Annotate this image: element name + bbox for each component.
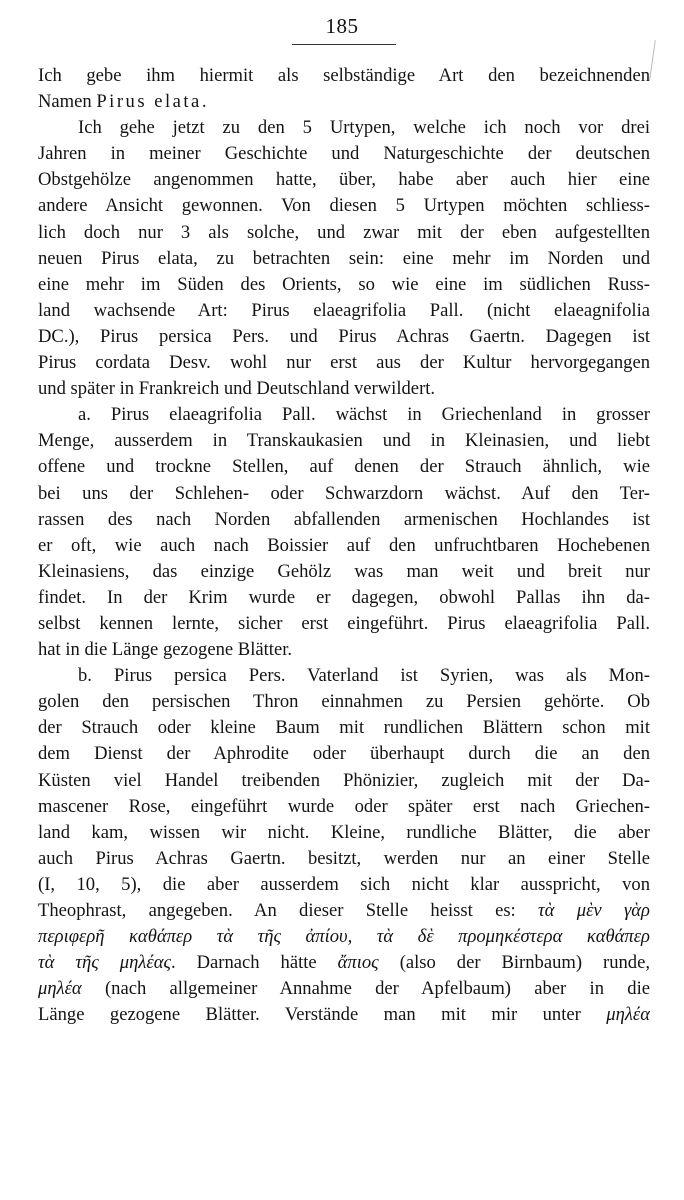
text-run: DC.), Pirus persica Pers. und Pirus Achras Gaertn. Dagegen ist — [38, 325, 650, 347]
page-number: 185 — [325, 14, 359, 38]
text-line — [38, 63, 650, 89]
text-run: Obstgehölze angenommen hatte, über, habe aber auch hier eine — [38, 169, 650, 191]
text-run: bei uns der Schlehen- oder Schwarzdorn wächst. Auf den Ter- — [38, 482, 650, 504]
text-line — [38, 715, 650, 741]
text-run: . — [201, 91, 207, 113]
text-run: a. Pirus elaeagrifolia Pall. wächst in Griechenland in grosser — [78, 404, 650, 426]
text-line — [38, 533, 650, 559]
greek-quote: τὰ μὲν γὰρ — [538, 900, 650, 921]
text-line — [38, 924, 650, 950]
text-run: neuen Pirus elata, zu betrachten sein: eine mehr im Norden und — [38, 247, 650, 269]
text-line — [38, 663, 650, 689]
text-line — [38, 794, 650, 820]
page-number-rule — [292, 44, 396, 45]
greek-quote: τὰ τῆς μηλέας — [38, 952, 171, 974]
text-line — [38, 167, 650, 193]
text-line — [38, 324, 650, 350]
text-run: (also der Birnbaum) runde, — [378, 952, 650, 974]
text-run: Länge gezogene Blätter. Verstände man mit mir unter — [38, 1004, 607, 1026]
text-run: dem Dienst der Aphrodite oder überhaupt durch die an den — [38, 743, 650, 765]
text-line — [38, 950, 650, 976]
text-line — [38, 637, 650, 663]
text-run: Kleinasiens, das einzige Gehölz was man weit und breit nur — [38, 560, 650, 582]
text-line — [38, 246, 650, 272]
text-run: und später in Frankreich und Deutschland verwildert. — [38, 378, 436, 400]
text-run: eine mehr im Süden des Orients, so wie eine im südlichen Russ- — [38, 273, 650, 295]
text-run: er oft, wie auch nach Boissier auf den unfruchtbaren Hochebenen — [38, 534, 650, 556]
text-line — [38, 741, 650, 767]
text-line — [38, 820, 650, 846]
text-run: mascener Rose, eingeführt wurde oder später erst nach Griechen- — [38, 795, 650, 817]
text-line — [38, 376, 650, 402]
text-run: Namen — [38, 91, 97, 113]
text-line — [38, 89, 650, 115]
text-line — [38, 585, 650, 611]
page-edge-mark — [649, 40, 656, 80]
text-run: rassen des nach Norden abfallenden armenischen Hochlandes ist — [38, 508, 650, 530]
text-line — [38, 298, 650, 324]
spaced-name: Pirus elata — [96, 91, 202, 113]
text-run: (I, 10, 5), die aber ausserdem sich nicht klar ausspricht, von — [38, 873, 650, 895]
text-run: andere Ansicht gewonnen. Von diesen 5 Urtypen möchten schliess- — [38, 195, 650, 217]
greek-quote: ἄπιος — [337, 952, 379, 974]
text-run: offene und trockne Stellen, auf denen der Strauch ähnlich, wie — [38, 456, 650, 478]
text-line — [38, 559, 650, 585]
text-run: findet. In der Krim wurde er dagegen, obwohl Pallas ihn da- — [38, 586, 650, 608]
text-run: Menge, ausserdem in Transkaukasien und in Kleinasien, und liebt — [38, 430, 650, 452]
text-run: hat in die Länge gezogene Blätter. — [38, 639, 293, 661]
text-line — [38, 428, 650, 454]
text-run: selbst kennen lernte, sicher erst eingeführt. Pirus elaeagrifolia Pall. — [38, 612, 650, 634]
text-line — [38, 350, 650, 376]
text-run: Theophrast, angegeben. An dieser Stelle heisst es: — [38, 900, 539, 921]
text-run: Pirus cordata Desv. wohl nur erst aus der Kultur hervorgegangen — [38, 352, 650, 374]
text-line — [38, 872, 650, 898]
text-line — [38, 846, 650, 872]
text-line — [38, 611, 650, 637]
text-run: der Strauch oder kleine Baum mit rundlichen Blättern schon mit — [38, 717, 650, 739]
text-line — [38, 454, 650, 480]
text-run: . Darnach hätte — [171, 952, 338, 974]
text-line — [38, 481, 650, 507]
greek-quote: περιφερῆ καθάπερ τὰ τῆς ἀπίου, τὰ δὲ προμηκέστερα καθάπερ — [38, 926, 650, 948]
text-run: golen den persischen Thron einnahmen zu Persien gehörte. Ob — [38, 691, 650, 713]
text-line — [38, 1002, 650, 1028]
text-run: lich doch nur 3 als solche, und zwar mit der eben aufgestellten — [38, 221, 650, 243]
greek-quote: μηλέα — [606, 1004, 650, 1026]
text-run: Ich gebe ihm hiermit als selbständige Art den bezeichnenden — [38, 65, 650, 86]
text-line — [38, 115, 650, 141]
text-run: (nach allgemeiner Annahme der Apfelbaum) aber in die — [81, 978, 650, 1000]
text-run: Jahren in meiner Geschichte und Naturgeschichte der deutschen — [38, 143, 650, 165]
greek-quote: μηλέα — [38, 978, 82, 1000]
text-line — [38, 220, 650, 246]
text-line — [38, 689, 650, 715]
text-line — [38, 193, 650, 219]
body-text — [38, 63, 650, 1028]
text-line — [38, 768, 650, 794]
text-line — [38, 898, 650, 924]
text-run: Ich gehe jetzt zu den 5 Urtypen, welche ich noch vor drei — [78, 117, 650, 139]
text-line — [38, 402, 650, 428]
text-line — [38, 272, 650, 298]
text-run: Küsten viel Handel treibenden Phönizier, zugleich mit der Da- — [38, 769, 650, 791]
text-run: land wachsende Art: Pirus elaeagrifolia Pall. (nicht elaeagnifolia — [38, 299, 650, 321]
text-line — [38, 141, 650, 167]
text-run: b. Pirus persica Pers. Vaterland ist Syrien, was als Mon- — [78, 665, 650, 687]
text-run: land kam, wissen wir nicht. Kleine, rundliche Blätter, die aber — [38, 821, 650, 843]
text-line — [38, 976, 650, 1002]
text-line — [38, 507, 650, 533]
text-run: auch Pirus Achras Gaertn. besitzt, werden nur an einer Stelle — [38, 847, 650, 869]
